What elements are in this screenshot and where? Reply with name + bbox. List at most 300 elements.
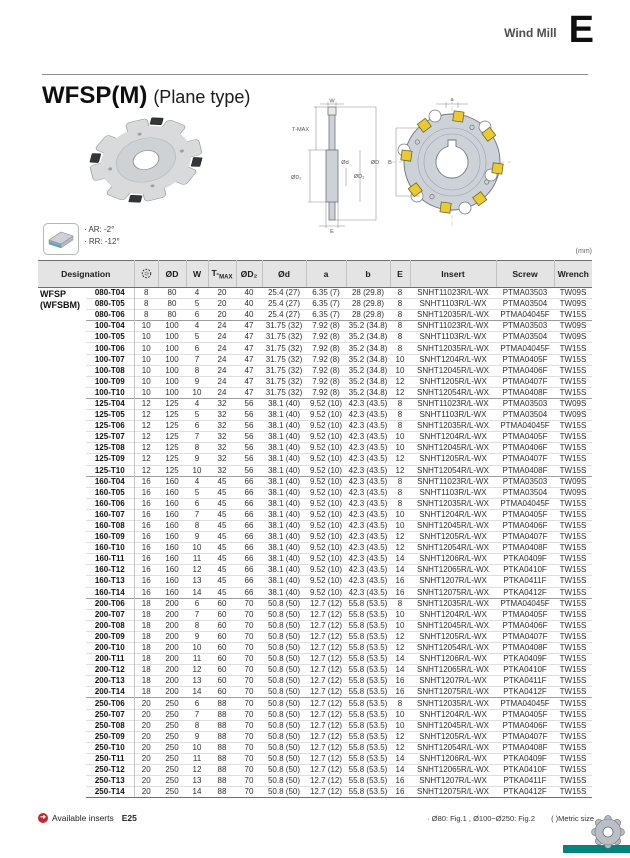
col-header-8: b	[346, 261, 390, 288]
value-cell: 38.1 (40)	[262, 454, 306, 465]
value-cell: 32	[208, 443, 236, 454]
value-cell: SNHT12075R/L-WX	[410, 687, 496, 698]
value-cell: SNHT1204R/L-WX	[410, 609, 496, 620]
value-cell: 35.2 (34.8)	[346, 332, 390, 343]
corner-cutter-logo	[588, 812, 628, 858]
value-cell: 8	[390, 310, 410, 321]
value-cell: SNHT12035R/L-WX	[410, 598, 496, 609]
value-cell: 18	[134, 631, 158, 642]
value-cell: 18	[134, 687, 158, 698]
value-cell: SNHT11023R/L-WX	[410, 398, 496, 409]
value-cell: SNHT1205R/L-WX	[410, 376, 496, 387]
value-cell: 4	[186, 321, 208, 332]
value-cell: 45	[208, 576, 236, 587]
value-cell: 100	[158, 376, 186, 387]
value-cell: 55.8 (53.5)	[346, 698, 390, 709]
value-cell: PTMA03504	[496, 487, 554, 498]
value-cell: 25.4 (27)	[262, 299, 306, 310]
value-cell: 12.7 (12)	[306, 709, 346, 720]
value-cell: 70	[236, 731, 262, 742]
section-letter: E	[568, 9, 594, 51]
value-cell: 8	[390, 487, 410, 498]
designation-cell: 250-T06	[86, 698, 134, 709]
value-cell: 24	[208, 365, 236, 376]
table-row	[38, 543, 592, 554]
value-cell: 18	[134, 609, 158, 620]
value-cell: 45	[208, 476, 236, 487]
value-cell: 7	[186, 432, 208, 443]
value-cell: 16	[134, 498, 158, 509]
value-cell: 56	[236, 398, 262, 409]
value-cell: 11	[186, 654, 208, 665]
value-cell: 38.1 (40)	[262, 443, 306, 454]
value-cell: 24	[208, 354, 236, 365]
value-cell: PTMA03504	[496, 410, 554, 421]
value-cell: PTKA0409F	[496, 654, 554, 665]
value-cell: 100	[158, 321, 186, 332]
designation-cell: 100-T07	[86, 354, 134, 365]
value-cell: 125	[158, 432, 186, 443]
col-header-designation: Designation	[38, 261, 134, 288]
front-view-drawing	[380, 94, 514, 228]
value-cell: SNHT12075R/L-WX	[410, 587, 496, 598]
value-cell: SNHT11023R/L-WX	[417, 288, 489, 298]
value-cell: PTMA0405F	[496, 509, 554, 520]
value-cell: PTMA0407F	[496, 454, 554, 465]
value-cell: 70	[236, 620, 262, 631]
value-cell: SNHT1204R/L-WX	[410, 354, 496, 365]
designation-cell: 250-T11	[86, 753, 134, 764]
value-cell: 55.8 (53.5)	[346, 742, 390, 753]
value-cell: 13	[186, 776, 208, 787]
value-cell: 12.7 (12)	[306, 620, 346, 631]
value-cell: TW15S	[554, 387, 592, 398]
value-cell: 16	[134, 554, 158, 565]
dim-label-d2-left: ØD₂	[291, 175, 302, 181]
value-cell: 70	[236, 698, 262, 709]
designation-cell: 125-T10	[86, 465, 134, 476]
value-cell: 8	[390, 476, 410, 487]
value-cell: 20	[134, 731, 158, 742]
value-cell: 9.52 (10)	[306, 587, 346, 598]
col-header-5: ØD₂	[236, 261, 262, 288]
value-cell: 28 (29.8)	[346, 299, 390, 310]
value-cell: 9	[186, 532, 208, 543]
value-cell: TW15S	[554, 620, 592, 631]
table-row	[38, 288, 592, 299]
value-cell: 12	[390, 631, 410, 642]
insert-icon	[44, 224, 76, 252]
value-cell: PTMA0408F	[496, 465, 554, 476]
value-cell: 100	[158, 387, 186, 398]
value-cell: 56	[236, 410, 262, 421]
value-cell: 35.2 (34.8)	[346, 387, 390, 398]
value-cell: 47	[236, 343, 262, 354]
table-row	[38, 520, 592, 531]
value-cell: 16	[134, 532, 158, 543]
value-cell: 60	[208, 687, 236, 698]
designation-cell: 160-T05	[86, 487, 134, 498]
designation-cell: 250-T08	[86, 720, 134, 731]
value-cell: TW15S	[554, 310, 592, 321]
value-cell: 47	[236, 376, 262, 387]
value-cell: 10	[186, 465, 208, 476]
col-header-10: Insert	[410, 261, 496, 288]
value-cell: SNHT12065R/L-WX	[410, 665, 496, 676]
value-cell: 55.8 (53.5)	[346, 709, 390, 720]
value-cell: 45	[208, 498, 236, 509]
value-cell: 66	[236, 476, 262, 487]
value-cell: 10	[390, 620, 410, 631]
value-cell: TW15S	[554, 443, 592, 454]
value-cell: 10	[390, 432, 410, 443]
value-cell: 38.1 (40)	[262, 476, 306, 487]
value-cell: 12.7 (12)	[306, 676, 346, 687]
value-cell: 12	[390, 387, 410, 398]
designation-cell: 200-T07	[86, 609, 134, 620]
value-cell: TW09S	[554, 398, 592, 409]
value-cell: 16	[134, 576, 158, 587]
value-cell: TW15S	[554, 687, 592, 698]
value-cell: 38.1 (40)	[262, 498, 306, 509]
value-cell: 8	[186, 520, 208, 531]
value-cell: 42.3 (43.5)	[346, 454, 390, 465]
designation-cell: 125-T07	[86, 432, 134, 443]
table-head	[38, 261, 592, 288]
value-cell: PTMA03504	[496, 332, 554, 343]
value-cell: 250	[158, 765, 186, 776]
table-row	[38, 698, 592, 709]
value-cell: TW15S	[554, 598, 592, 609]
value-cell: 10	[390, 720, 410, 731]
value-cell: 9.52 (10)	[306, 554, 346, 565]
value-cell: 88	[208, 742, 236, 753]
value-cell: 12	[390, 532, 410, 543]
value-cell: 42.3 (43.5)	[346, 476, 390, 487]
value-cell: 60	[208, 654, 236, 665]
designation-cell: 125-T04	[86, 398, 134, 409]
value-cell: TW09S	[554, 321, 592, 332]
value-cell: 45	[208, 509, 236, 520]
value-cell: 12	[186, 565, 208, 576]
value-cell: 70	[236, 787, 262, 798]
value-cell: PTMA04045F	[496, 421, 554, 432]
value-cell: 10	[186, 387, 208, 398]
value-cell: 60	[208, 676, 236, 687]
value-cell: 50.8 (50)	[262, 698, 306, 709]
value-cell: 200	[158, 654, 186, 665]
value-cell: 70	[236, 687, 262, 698]
value-cell: 10	[134, 376, 158, 387]
value-cell: 66	[236, 554, 262, 565]
table-row	[38, 487, 592, 498]
value-cell: 12.7 (12)	[306, 598, 346, 609]
value-cell: 55.8 (53.5)	[346, 631, 390, 642]
designation-cell: 160-T06	[86, 498, 134, 509]
value-cell: 6	[186, 698, 208, 709]
value-cell: 10	[390, 520, 410, 531]
value-cell: SNHT12045R/L-WX	[410, 365, 496, 376]
geometry-notes	[84, 224, 120, 249]
col-header-4: $T-_{MAX}$	[208, 261, 236, 288]
value-cell: 12	[390, 742, 410, 753]
value-cell: 160	[158, 576, 186, 587]
value-cell: 60	[208, 598, 236, 609]
col-header-12: Wrench	[554, 261, 592, 288]
value-cell: SNHT1204R/L-WX	[410, 509, 496, 520]
value-cell: 60	[208, 643, 236, 654]
value-cell: PTMA04045F	[496, 310, 554, 321]
value-cell: 14	[390, 654, 410, 665]
value-cell: 16	[134, 476, 158, 487]
value-cell: 16	[390, 687, 410, 698]
value-cell: PTKA0411F	[496, 776, 554, 787]
value-cell: TW15S	[554, 498, 592, 509]
value-cell: 66	[236, 565, 262, 576]
value-cell: 50.8 (50)	[262, 620, 306, 631]
value-cell: 6.35 (7)	[306, 310, 346, 321]
value-cell: 42.3 (43.5)	[346, 554, 390, 565]
value-cell: 70	[236, 709, 262, 720]
value-cell: 8	[390, 410, 410, 421]
value-cell: 42.3 (43.5)	[346, 410, 390, 421]
value-cell: 160	[158, 543, 186, 554]
value-cell: 42.3 (43.5)	[346, 565, 390, 576]
value-cell: SNHT1103R/L-WX	[410, 410, 496, 421]
value-cell: 70	[236, 665, 262, 676]
value-cell: 42.3 (43.5)	[346, 498, 390, 509]
value-cell: 9.52 (10)	[306, 410, 346, 421]
value-cell: 10	[134, 332, 158, 343]
value-cell: 24	[208, 343, 236, 354]
designation-cell: 200-T08	[86, 620, 134, 631]
value-cell: 56	[236, 432, 262, 443]
value-cell: 24	[208, 332, 236, 343]
table-row	[38, 620, 592, 631]
value-cell: TW15S	[554, 576, 592, 587]
value-cell: TW15S	[554, 365, 592, 376]
table-row	[38, 532, 592, 543]
value-cell: 100	[158, 332, 186, 343]
value-cell: SNHT1205R/L-WX	[410, 731, 496, 742]
value-cell: 10	[390, 365, 410, 376]
designation-cell: 125-T08	[86, 443, 134, 454]
table-row	[38, 665, 592, 676]
value-cell: 24	[208, 387, 236, 398]
value-cell: 50.8 (50)	[262, 631, 306, 642]
value-cell: PTMA0405F	[496, 609, 554, 620]
value-cell: 20	[208, 299, 236, 310]
value-cell: 55.8 (53.5)	[346, 753, 390, 764]
value-cell: 42.3 (43.5)	[346, 543, 390, 554]
available-inserts-page: E25	[121, 813, 137, 823]
value-cell: 12	[390, 465, 410, 476]
value-cell: 14	[186, 587, 208, 598]
value-cell: PTMA04045F	[496, 498, 554, 509]
value-cell: 35.2 (34.8)	[346, 321, 390, 332]
value-cell: 40	[244, 288, 254, 298]
value-cell: 42.3 (43.5)	[346, 398, 390, 409]
value-cell: 100	[158, 365, 186, 376]
value-cell: 125	[158, 465, 186, 476]
value-cell: 70	[236, 765, 262, 776]
value-cell: PTMA03503	[496, 398, 554, 409]
value-cell: 16	[134, 543, 158, 554]
designation-cell: 160-T14	[86, 587, 134, 598]
value-cell: 10	[134, 343, 158, 354]
value-cell: 50.8 (50)	[262, 731, 306, 742]
value-cell: TW09S	[554, 476, 592, 487]
value-cell: SNHT12065R/L-WX	[410, 765, 496, 776]
value-cell: 10	[390, 609, 410, 620]
value-cell: 125	[158, 410, 186, 421]
table-row	[38, 321, 592, 332]
value-cell: 66	[236, 587, 262, 598]
value-cell: 12	[134, 421, 158, 432]
value-cell: 5	[186, 332, 208, 343]
value-cell: SNHT1205R/L-WX	[410, 631, 496, 642]
value-cell: 35.2 (34.8)	[346, 354, 390, 365]
value-cell: PTMA0406F	[496, 620, 554, 631]
value-cell: 8	[390, 321, 410, 332]
value-cell: 11	[186, 554, 208, 565]
corner-cutter-image	[588, 812, 628, 853]
value-cell: 70	[236, 631, 262, 642]
value-cell: 38.1 (40)	[262, 410, 306, 421]
value-cell: TW15S	[554, 565, 592, 576]
table-row	[38, 765, 592, 776]
designation-cell: 200-T09	[86, 631, 134, 642]
value-cell: 14	[390, 753, 410, 764]
value-cell: 32	[208, 465, 236, 476]
value-cell: 8	[186, 720, 208, 731]
value-cell: SNHT12054R/L-WX	[410, 643, 496, 654]
dim-label-D: ØD	[370, 160, 380, 166]
value-cell: 250	[158, 698, 186, 709]
value-cell: 16	[134, 520, 158, 531]
value-cell: 31.75 (32)	[262, 365, 306, 376]
value-cell: 88	[208, 776, 236, 787]
value-cell: 55.8 (53.5)	[346, 598, 390, 609]
dim-label-a: a	[450, 97, 454, 103]
value-cell: 8	[390, 299, 410, 310]
value-cell: 70	[236, 753, 262, 764]
value-cell: 160	[158, 532, 186, 543]
value-cell: 8	[390, 343, 410, 354]
value-cell: 80	[158, 299, 186, 310]
value-cell: SNHT1207R/L-WX	[410, 676, 496, 687]
value-cell: 10	[390, 443, 410, 454]
value-cell: 55.8 (53.5)	[346, 620, 390, 631]
value-cell: 18	[134, 665, 158, 676]
value-cell: 12.7 (12)	[306, 698, 346, 709]
value-cell: PTMA04045F	[496, 698, 554, 709]
value-cell: 10	[186, 543, 208, 554]
value-cell: 42.3 (43.5)	[346, 465, 390, 476]
dim-label-tmax: T-MAX	[292, 127, 310, 133]
value-cell: 6.35 (7)	[312, 288, 340, 298]
value-cell: 31.75 (32)	[262, 332, 306, 343]
designation-cell: 250-T09	[86, 731, 134, 742]
value-cell: TW15S	[554, 609, 592, 620]
value-cell: 38.1 (40)	[262, 554, 306, 565]
value-cell: 40	[236, 299, 262, 310]
dim-label-w: W	[329, 98, 335, 105]
value-cell: 10	[134, 387, 158, 398]
value-cell: PTMA0405F	[496, 354, 554, 365]
value-cell: SNHT12054R/L-WX	[410, 387, 496, 398]
value-cell: 10	[390, 709, 410, 720]
value-cell: SNHT12035R/L-WX	[410, 310, 496, 321]
value-cell: 200	[158, 643, 186, 654]
value-cell: PTMA03503	[496, 321, 554, 332]
table-row	[38, 398, 592, 409]
value-cell: PTKA0412F	[496, 687, 554, 698]
value-cell: TW15S	[554, 709, 592, 720]
value-cell: 88	[208, 720, 236, 731]
value-cell: SNHT1204R/L-WX	[410, 432, 496, 443]
table-row	[38, 554, 592, 565]
value-cell: 12	[134, 410, 158, 421]
table-row	[38, 631, 592, 642]
col-header-9: E	[390, 261, 410, 288]
designation-cell: 125-T09	[86, 454, 134, 465]
value-cell: PTMA0406F	[496, 520, 554, 531]
value-cell: 18	[134, 676, 158, 687]
value-cell: 31.75 (32)	[262, 343, 306, 354]
value-cell: 12.7 (12)	[306, 765, 346, 776]
value-cell: 16	[390, 776, 410, 787]
value-cell: 18	[134, 598, 158, 609]
value-cell: SNHT11023R/L-WX	[410, 321, 496, 332]
value-cell: PTMA0405F	[496, 709, 554, 720]
value-cell: 12	[134, 454, 158, 465]
designation-cell: 250-T14	[86, 787, 134, 798]
table-body	[38, 288, 592, 798]
value-cell: 38.1 (40)	[262, 487, 306, 498]
value-cell: 70	[236, 598, 262, 609]
value-cell: 25.4 (27)	[267, 288, 301, 298]
value-cell: TW09S	[559, 288, 587, 298]
value-cell: TW09S	[554, 299, 592, 310]
value-cell: 66	[236, 509, 262, 520]
value-cell: 8	[186, 620, 208, 631]
value-cell: PTMA0407F	[496, 532, 554, 543]
value-cell: 38.1 (40)	[262, 465, 306, 476]
value-cell: 12.7 (12)	[306, 742, 346, 753]
value-cell: SNHT1103R/L-WX	[410, 332, 496, 343]
table-row	[38, 465, 592, 476]
value-cell: SNHT11023R/L-WX	[410, 476, 496, 487]
value-cell: 55.8 (53.5)	[346, 776, 390, 787]
designation-cell: 200-T14	[86, 687, 134, 698]
value-cell: 4	[194, 288, 200, 298]
value-cell: 16	[390, 676, 410, 687]
value-cell: 56	[236, 443, 262, 454]
value-cell: PTMA0407F	[496, 631, 554, 642]
value-cell: 12	[134, 443, 158, 454]
designation-cell: 160-T07	[86, 509, 134, 520]
value-cell: 38.1 (40)	[262, 509, 306, 520]
value-cell: 38.1 (40)	[262, 432, 306, 443]
value-cell: 7.92 (8)	[306, 387, 346, 398]
value-cell: 66	[236, 576, 262, 587]
value-cell: 88	[208, 787, 236, 798]
value-cell: TW15S	[554, 720, 592, 731]
table-row	[38, 654, 592, 665]
value-cell: 4	[186, 476, 208, 487]
value-cell: 7.92 (8)	[306, 343, 346, 354]
